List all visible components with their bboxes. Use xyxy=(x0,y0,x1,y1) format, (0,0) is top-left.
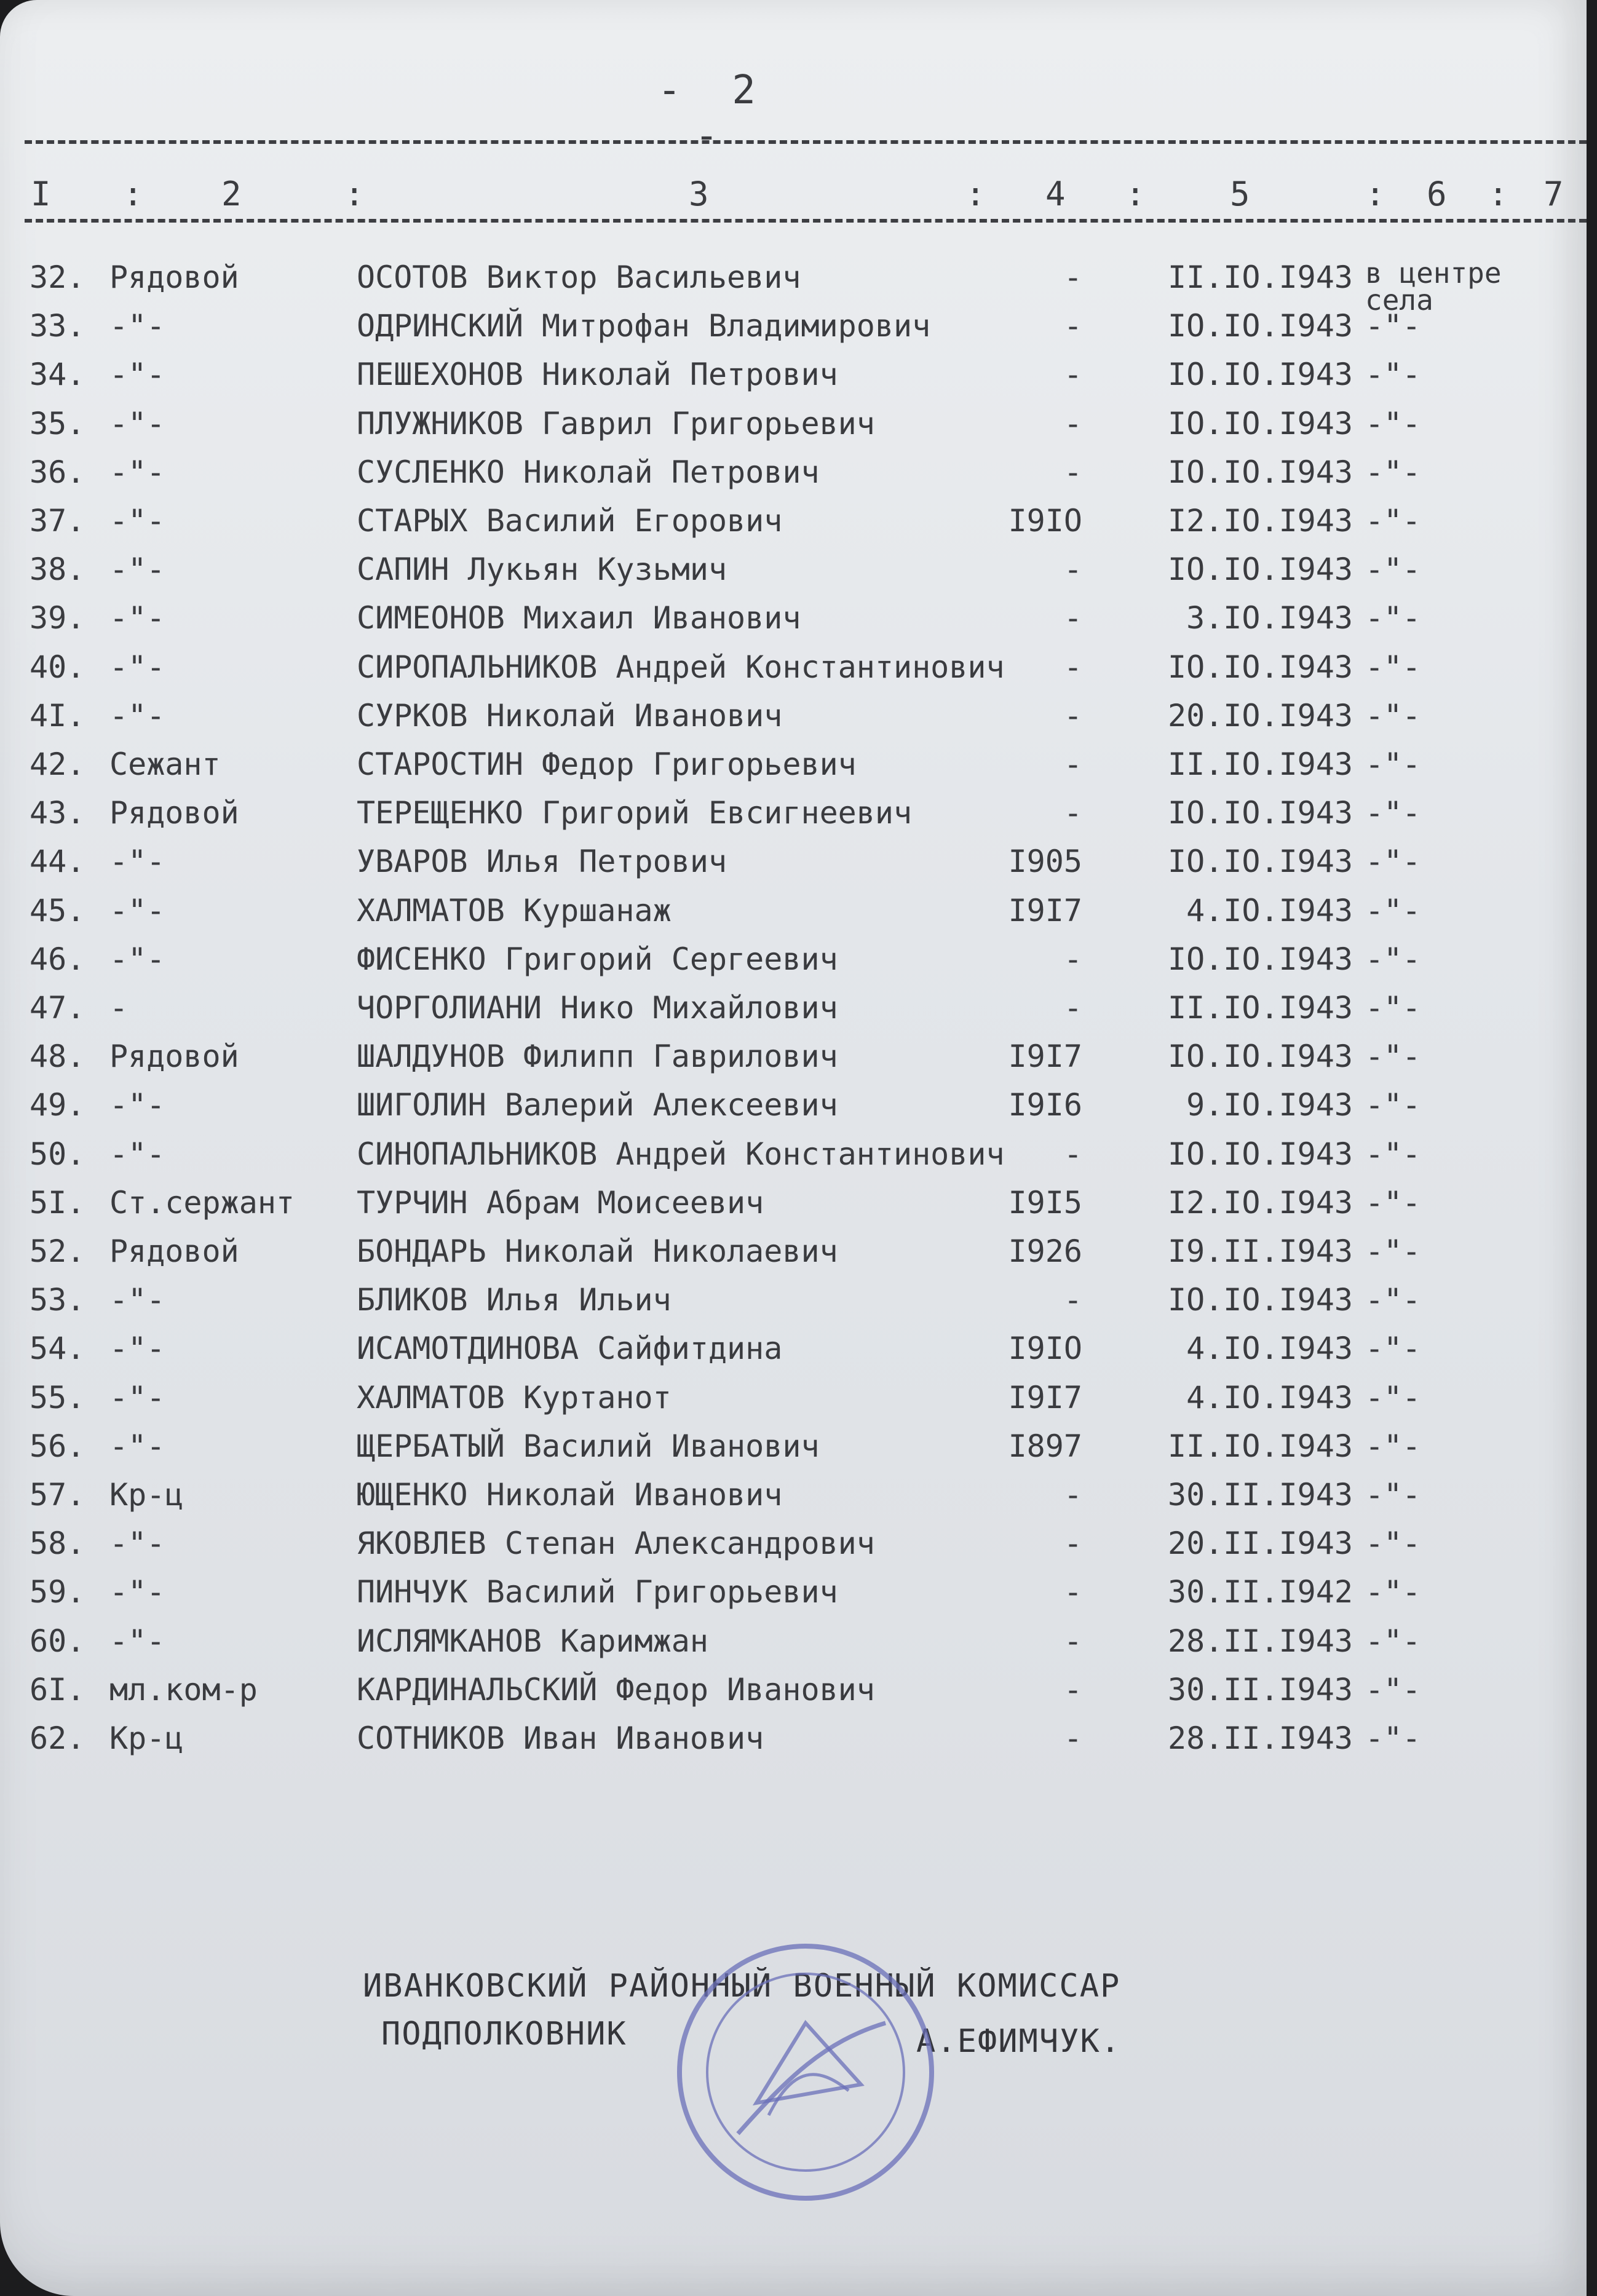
row-death-date: IO.IO.I943 xyxy=(1167,795,1353,831)
row-death-date: IO.IO.I943 xyxy=(1167,649,1353,685)
row-number: 38. xyxy=(30,552,85,587)
row-name: КАРДИНАЛЬСКИЙ Федор Иванович xyxy=(357,1672,875,1708)
row-number: 55. xyxy=(30,1380,85,1415)
row-rank: -"- xyxy=(109,406,165,441)
row-rank: -"- xyxy=(109,1623,165,1659)
row-rank: -"- xyxy=(109,1574,165,1610)
table-row xyxy=(0,1136,1587,1184)
row-name: ЮЩЕНКО Николай Иванович xyxy=(357,1477,783,1513)
table-row xyxy=(0,1331,1587,1379)
table-row xyxy=(0,795,1587,843)
table-row xyxy=(0,1087,1587,1135)
row-name: СИРОПАЛЬНИКОВ Андрей Константинович xyxy=(357,649,1005,685)
row-name: СТАРЫХ Василий Егорович xyxy=(357,503,783,539)
row-name: ТЕРЕЩЕНКО Григорий Евсигнеевич xyxy=(357,795,913,831)
row-burial-place: в центре села xyxy=(1365,256,1502,317)
row-number: 46. xyxy=(30,941,85,977)
row-rank: -"- xyxy=(109,1380,165,1415)
row-rank: Сежант xyxy=(109,746,221,782)
row-rank: -"- xyxy=(109,844,165,879)
row-birth-year: - xyxy=(1063,990,1082,1026)
row-burial-place: -"- xyxy=(1365,552,1421,587)
column-header-I: I xyxy=(31,175,51,213)
row-number: 59. xyxy=(30,1574,85,1610)
table-row xyxy=(0,406,1587,454)
row-birth-year: I9IO xyxy=(1008,503,1082,539)
row-rank: -"- xyxy=(109,454,165,490)
row-rank: -"- xyxy=(109,600,165,636)
row-birth-year: I9I6 xyxy=(1008,1087,1082,1123)
row-death-date: 4.IO.I943 xyxy=(1186,1331,1353,1366)
row-birth-year: - xyxy=(1063,698,1082,734)
row-name: УВАРОВ Илья Петрович xyxy=(357,844,727,879)
row-burial-place: -"- xyxy=(1365,1136,1421,1172)
row-death-date: IO.IO.I943 xyxy=(1167,454,1353,490)
column-header-6: 6 xyxy=(1427,175,1447,213)
row-burial-place: -"- xyxy=(1365,990,1421,1026)
row-death-date: I2.IO.I943 xyxy=(1167,1185,1353,1221)
row-number: 35. xyxy=(30,406,85,441)
row-number: 47. xyxy=(30,990,85,1026)
row-death-date: IO.IO.I943 xyxy=(1167,406,1353,441)
table-row xyxy=(0,1428,1587,1476)
row-burial-place: -"- xyxy=(1365,746,1421,782)
row-rank: -"- xyxy=(109,893,165,928)
signature-office: ИВАНКОВСКИЙ РАЙОННЫЙ ВОЕННЫЙ КОМИССАР xyxy=(363,1968,1121,2005)
row-number: 34. xyxy=(30,357,85,392)
row-birth-year: - xyxy=(1063,552,1082,587)
row-name: БОНДАРЬ Николай Николаевич xyxy=(357,1233,838,1269)
row-birth-year: - xyxy=(1063,600,1082,636)
official-stamp-seal xyxy=(664,1931,947,2214)
row-birth-year: - xyxy=(1063,406,1082,441)
row-death-date: 20.IO.I943 xyxy=(1167,698,1353,734)
row-rank: -"- xyxy=(109,552,165,587)
row-name: ОСОТОВ Виктор Васильевич xyxy=(357,259,801,295)
row-name: СУРКОВ Николай Иванович xyxy=(357,698,783,734)
table-row xyxy=(0,552,1587,600)
row-burial-place: -"- xyxy=(1365,308,1421,344)
row-burial-place: -"- xyxy=(1365,1526,1421,1561)
row-number: 6I. xyxy=(30,1672,85,1708)
row-name: СТАРОСТИН Федор Григорьевич xyxy=(357,746,857,782)
row-rank: -"- xyxy=(109,1428,165,1464)
table-row xyxy=(0,844,1587,892)
row-birth-year: I9I5 xyxy=(1008,1185,1082,1221)
table-row xyxy=(0,990,1587,1038)
header-top-rule xyxy=(25,140,1587,144)
row-number: 33. xyxy=(30,308,85,344)
row-rank: -"- xyxy=(109,1136,165,1172)
row-number: 50. xyxy=(30,1136,85,1172)
row-burial-place: -"- xyxy=(1365,454,1421,490)
row-rank: мл.ком-р xyxy=(109,1672,258,1708)
row-burial-place: -"- xyxy=(1365,406,1421,441)
row-name: ЧОРГОЛИАНИ Нико Михайлович xyxy=(357,990,838,1026)
row-name: ЯКОВЛЕВ Степан Александрович xyxy=(357,1526,875,1561)
column-separator: : xyxy=(123,175,143,213)
row-birth-year: - xyxy=(1063,1720,1082,1756)
row-number: 32. xyxy=(30,259,85,295)
row-name: ПЛУЖНИКОВ Гаврил Григорьевич xyxy=(357,406,875,441)
row-name: ПЕШЕХОНОВ Николай Петрович xyxy=(357,357,838,392)
row-rank: Ст.сержант xyxy=(109,1185,295,1221)
row-death-date: II.IO.I943 xyxy=(1167,746,1353,782)
row-death-date: 9.IO.I943 xyxy=(1186,1087,1353,1123)
table-row xyxy=(0,1574,1587,1622)
row-death-date: 20.II.I943 xyxy=(1167,1526,1353,1561)
row-birth-year: I9I7 xyxy=(1008,1039,1082,1074)
row-name: ХАЛМАТОВ Куртанот xyxy=(357,1380,672,1415)
row-burial-place: -"- xyxy=(1365,1623,1421,1659)
column-separator: : xyxy=(1125,175,1146,213)
row-number: 42. xyxy=(30,746,85,782)
column-header-7: 7 xyxy=(1544,175,1564,213)
row-number: 43. xyxy=(30,795,85,831)
row-number: 36. xyxy=(30,454,85,490)
row-death-date: II.IO.I943 xyxy=(1167,259,1353,295)
table-row xyxy=(0,649,1587,697)
row-number: 45. xyxy=(30,893,85,928)
row-name: БЛИКОВ Илья Ильич xyxy=(357,1282,672,1318)
row-birth-year: - xyxy=(1063,746,1082,782)
stamp-graphic xyxy=(680,1946,932,2198)
row-name: ИСАМОТДИНОВА Сайфитдина xyxy=(357,1331,783,1366)
table-row xyxy=(0,256,1587,317)
row-rank: Рядовой xyxy=(109,1233,239,1269)
row-number: 60. xyxy=(30,1623,85,1659)
row-rank: Рядовой xyxy=(109,795,239,831)
row-death-date: I2.IO.I943 xyxy=(1167,503,1353,539)
row-death-date: 4.IO.I943 xyxy=(1186,893,1353,928)
table-row xyxy=(0,454,1587,502)
table-row xyxy=(0,1623,1587,1671)
row-name: СОТНИКОВ Иван Иванович xyxy=(357,1720,764,1756)
row-death-date: IO.IO.I943 xyxy=(1167,941,1353,977)
row-rank: -"- xyxy=(109,503,165,539)
table-row xyxy=(0,1477,1587,1525)
table-row xyxy=(0,1039,1587,1087)
row-name: ЩЕРБАТЫЙ Василий Иванович xyxy=(357,1428,820,1464)
row-burial-place: -"- xyxy=(1365,649,1421,685)
column-header-5: 5 xyxy=(1230,175,1250,213)
column-separator: : xyxy=(1488,175,1508,213)
row-rank: -"- xyxy=(109,649,165,685)
row-burial-place: -"- xyxy=(1365,1672,1421,1708)
row-birth-year: - xyxy=(1063,1282,1082,1318)
row-name: ПИНЧУК Василий Григорьевич xyxy=(357,1574,838,1610)
row-birth-year: - xyxy=(1063,357,1082,392)
row-birth-year: - xyxy=(1063,795,1082,831)
row-birth-year: - xyxy=(1063,1477,1082,1513)
row-rank: -"- xyxy=(109,1087,165,1123)
row-rank: Рядовой xyxy=(109,1039,239,1074)
row-burial-place: -"- xyxy=(1365,844,1421,879)
row-name: СИМЕОНОВ Михаил Иванович xyxy=(357,600,801,636)
row-name: СИНОПАЛЬНИКОВ Андрей Константинович xyxy=(357,1136,1005,1172)
row-burial-place: -"- xyxy=(1365,1331,1421,1366)
row-rank: -"- xyxy=(109,1282,165,1318)
table-row xyxy=(0,893,1587,941)
row-rank: -"- xyxy=(109,1331,165,1366)
row-birth-year: I905 xyxy=(1008,844,1082,879)
row-burial-place: -"- xyxy=(1365,941,1421,977)
row-number: 44. xyxy=(30,844,85,879)
row-number: 37. xyxy=(30,503,85,539)
row-death-date: IO.IO.I943 xyxy=(1167,357,1353,392)
row-death-date: I9.II.I943 xyxy=(1167,1233,1353,1269)
row-birth-year: I9I7 xyxy=(1008,893,1082,928)
row-birth-year: I9I7 xyxy=(1008,1380,1082,1415)
row-number: 40. xyxy=(30,649,85,685)
row-death-date: IO.IO.I943 xyxy=(1167,552,1353,587)
row-death-date: IO.IO.I943 xyxy=(1167,308,1353,344)
table-row xyxy=(0,1282,1587,1330)
row-name: ОДРИНСКИЙ Митрофан Владимирович xyxy=(357,308,931,344)
table-row xyxy=(0,1720,1587,1768)
column-separator: : xyxy=(1365,175,1385,213)
row-number: 54. xyxy=(30,1331,85,1366)
column-separator: : xyxy=(344,175,365,213)
row-burial-place: -"- xyxy=(1365,1428,1421,1464)
row-burial-place: -"- xyxy=(1365,1039,1421,1074)
row-birth-year: I897 xyxy=(1008,1428,1082,1464)
row-death-date: 30.II.I943 xyxy=(1167,1672,1353,1708)
row-rank: -"- xyxy=(109,357,165,392)
row-name: ШИГОЛИН Валерий Алексеевич xyxy=(357,1087,838,1123)
table-row xyxy=(0,503,1587,551)
column-header-2: 2 xyxy=(221,175,242,213)
row-burial-place: -"- xyxy=(1365,1233,1421,1269)
row-birth-year: I9IO xyxy=(1008,1331,1082,1366)
table-row xyxy=(0,1185,1587,1233)
table-row xyxy=(0,1526,1587,1574)
page-number: - 2 - xyxy=(657,68,769,159)
row-number: 39. xyxy=(30,600,85,636)
row-burial-place: -"- xyxy=(1365,1380,1421,1415)
row-death-date: 3.IO.I943 xyxy=(1186,600,1353,636)
row-burial-place: -"- xyxy=(1365,600,1421,636)
row-birth-year: - xyxy=(1063,259,1082,295)
signature-name: А.ЕФИМЧУК. xyxy=(916,2023,1122,2060)
row-burial-place: -"- xyxy=(1365,357,1421,392)
row-rank: Кр-ц xyxy=(109,1720,184,1756)
table-row xyxy=(0,1233,1587,1281)
row-rank: -"- xyxy=(109,308,165,344)
row-death-date: 30.II.I943 xyxy=(1167,1477,1353,1513)
table-row xyxy=(0,600,1587,648)
row-birth-year: - xyxy=(1063,1574,1082,1610)
row-birth-year: - xyxy=(1063,1672,1082,1708)
row-burial-place: -"- xyxy=(1365,1574,1421,1610)
row-number: 5I. xyxy=(30,1185,85,1221)
row-death-date: IO.IO.I943 xyxy=(1167,1136,1353,1172)
row-birth-year: I926 xyxy=(1008,1233,1082,1269)
row-burial-place: -"- xyxy=(1365,1477,1421,1513)
row-rank: Кр-ц xyxy=(109,1477,184,1513)
row-number: 62. xyxy=(30,1720,85,1756)
row-rank: - xyxy=(109,990,129,1026)
row-death-date: II.IO.I943 xyxy=(1167,990,1353,1026)
row-death-date: 28.II.I943 xyxy=(1167,1720,1353,1756)
table-row xyxy=(0,308,1587,356)
row-rank: -"- xyxy=(109,698,165,734)
table-row xyxy=(0,357,1587,405)
table-row xyxy=(0,698,1587,746)
row-birth-year: - xyxy=(1063,308,1082,344)
row-rank: -"- xyxy=(109,1526,165,1561)
row-burial-place: -"- xyxy=(1365,1087,1421,1123)
row-name: ФИСЕНКО Григорий Сергеевич xyxy=(357,941,838,977)
row-birth-year: - xyxy=(1063,1623,1082,1659)
row-number: 48. xyxy=(30,1039,85,1074)
signature-rank: ПОДПОЛКОВНИК xyxy=(381,2016,627,2053)
row-birth-year: - xyxy=(1063,1526,1082,1561)
table-row xyxy=(0,1380,1587,1428)
row-burial-place: -"- xyxy=(1365,1185,1421,1221)
row-burial-place: -"- xyxy=(1365,698,1421,734)
row-name: СУСЛЕНКО Николай Петрович xyxy=(357,454,820,490)
table-row xyxy=(0,1672,1587,1720)
table-row xyxy=(0,746,1587,794)
row-death-date: 4.IO.I943 xyxy=(1186,1380,1353,1415)
row-birth-year: - xyxy=(1063,649,1082,685)
row-birth-year: - xyxy=(1063,941,1082,977)
row-rank: -"- xyxy=(109,941,165,977)
row-death-date: IO.IO.I943 xyxy=(1167,844,1353,879)
header-bottom-rule xyxy=(25,219,1587,223)
row-name: САПИН Лукьян Кузьмич xyxy=(357,552,727,587)
column-header-3: 3 xyxy=(689,175,709,213)
row-number: 53. xyxy=(30,1282,85,1318)
row-death-date: 28.II.I943 xyxy=(1167,1623,1353,1659)
row-burial-place: -"- xyxy=(1365,893,1421,928)
row-burial-place: -"- xyxy=(1365,1720,1421,1756)
row-rank: Рядовой xyxy=(109,259,239,295)
row-death-date: II.IO.I943 xyxy=(1167,1428,1353,1464)
row-death-date: 30.II.I942 xyxy=(1167,1574,1353,1610)
row-birth-year: - xyxy=(1063,454,1082,490)
row-number: 52. xyxy=(30,1233,85,1269)
row-burial-place: -"- xyxy=(1365,795,1421,831)
row-number: 4I. xyxy=(30,698,85,734)
table-row xyxy=(0,941,1587,989)
row-name: ИСЛЯМКАНОВ Каримжан xyxy=(357,1623,708,1659)
row-name: ШАЛДУНОВ Филипп Гаврилович xyxy=(357,1039,838,1074)
row-death-date: IO.IO.I943 xyxy=(1167,1282,1353,1318)
row-death-date: IO.IO.I943 xyxy=(1167,1039,1353,1074)
row-number: 49. xyxy=(30,1087,85,1123)
row-name: ТУРЧИН Абрам Моисеевич xyxy=(357,1185,764,1221)
row-number: 57. xyxy=(30,1477,85,1513)
row-number: 56. xyxy=(30,1428,85,1464)
row-burial-place: -"- xyxy=(1365,503,1421,539)
row-birth-year: - xyxy=(1063,1136,1082,1172)
row-number: 58. xyxy=(30,1526,85,1561)
column-separator: : xyxy=(965,175,986,213)
row-burial-place: -"- xyxy=(1365,1282,1421,1318)
column-header-4: 4 xyxy=(1045,175,1066,213)
row-name: ХАЛМАТОВ Куршанаж xyxy=(357,893,672,928)
